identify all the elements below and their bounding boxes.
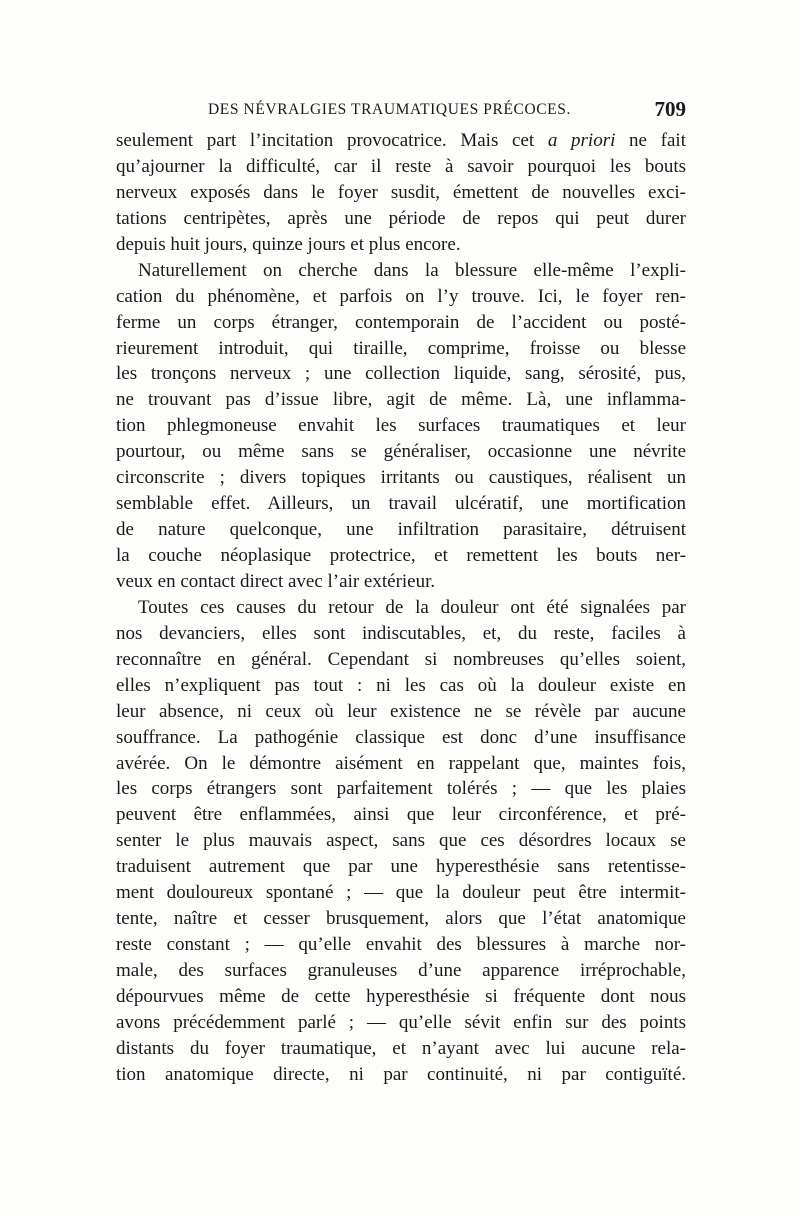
text-line: avons précédemment parlé ; — qu’elle sévit enfin sur des points bbox=[116, 1011, 686, 1033]
paragraph bbox=[116, 258, 686, 595]
paragraph bbox=[116, 595, 686, 1088]
text-line: tente, naître et cesser brusquement, alors que l’état anatomique bbox=[116, 908, 686, 930]
text-line: depuis huit jours, quinze jours et plus encore. bbox=[116, 233, 461, 255]
text-line: qu’ajourner la difficulté, car il reste à savoir pourquoi les bouts bbox=[116, 155, 686, 177]
body-text bbox=[116, 128, 686, 1088]
text-line: nos devanciers, elles sont indiscutables, et, du reste, faciles à bbox=[116, 622, 686, 644]
text-line: pourtour, ou même sans se généraliser, occasionne une névrite bbox=[116, 441, 686, 463]
text-line: dépourvues même de cette hyperesthésie si fréquente dont nous bbox=[116, 985, 686, 1007]
text-line: ne trouvant pas d’issue libre, agit de même. Là, une inflamma- bbox=[116, 389, 686, 411]
text-line: tations centripètes, après une période de repos qui peut durer bbox=[116, 207, 686, 229]
text-line: Naturellement on cherche dans la blessure elle-même l’expli- bbox=[138, 259, 686, 281]
text-line: tion anatomique directe, ni par continuité, ni par contiguïté. bbox=[116, 1063, 686, 1085]
text-line: cation du phénomène, et parfois on l’y trouve. Ici, le foyer ren- bbox=[116, 285, 686, 307]
running-header bbox=[116, 97, 686, 127]
text-line: les corps étrangers sont parfaitement tolérés ; — que les plaies bbox=[116, 778, 686, 800]
text-line: avérée. On le démontre aisément en rappelant que, maintes fois, bbox=[116, 752, 686, 774]
text-line: ferme un corps étranger, contemporain de l’accident ou posté- bbox=[116, 311, 686, 333]
text-line: traduisent autrement que par une hyperesthésie sans retentisse- bbox=[116, 856, 686, 878]
text-line: semblable effet. Ailleurs, un travail ulcératif, une mortification bbox=[116, 493, 686, 515]
paragraph bbox=[116, 128, 686, 258]
text-line: souffrance. La pathogénie classique est donc d’une insuffisance bbox=[116, 726, 686, 748]
text-line: reconnaître en général. Cependant si nombreuses qu’elles soient, bbox=[116, 648, 686, 670]
text-line: reste constant ; — qu’elle envahit des blessures à marche nor- bbox=[116, 934, 686, 956]
text-line: seulement part l’incitation provocatrice. Mais cet a priori ne fait bbox=[116, 130, 686, 151]
text-line: tion phlegmoneuse envahit les surfaces traumatiques et leur bbox=[116, 415, 686, 437]
text-line: Toutes ces causes du retour de la douleur ont été signalées par bbox=[138, 596, 686, 618]
text-line: la couche néoplasique protectrice, et remettent les bouts ner- bbox=[116, 545, 686, 566]
text-line: de nature quelconque, une infiltration parasitaire, détruisent bbox=[116, 519, 686, 541]
text-line: senter le plus mauvais aspect, sans que ces désordres locaux se bbox=[116, 830, 686, 852]
text-line: ment douloureux spontané ; — que la douleur peut être intermit- bbox=[116, 882, 686, 904]
text-line: rieurement introduit, qui tiraille, comprime, froisse ou blesse bbox=[116, 337, 686, 359]
text-line: elles n’expliquent pas tout : ni les cas où la douleur existe en bbox=[116, 674, 686, 696]
text-line: distants du foyer traumatique, et n’ayant avec lui aucune rela- bbox=[116, 1037, 686, 1059]
page-number: 709 bbox=[654, 97, 686, 121]
text-line: leur absence, ni ceux où leur existence ne se révèle par aucune bbox=[116, 700, 686, 722]
text-line: male, des surfaces granuleuses d’une apparence irréprochable, bbox=[116, 960, 686, 981]
text-line: peuvent être enflammées, ainsi que leur circonférence, et pré- bbox=[116, 804, 686, 826]
italic-phrase: a priori bbox=[547, 130, 616, 151]
text-line: les tronçons nerveux ; une collection liquide, sang, sérosité, pus, bbox=[116, 363, 686, 385]
text-line: nerveux exposés dans le foyer susdit, émettent de nouvelles exci- bbox=[116, 181, 686, 203]
text-line: circonscrite ; divers topiques irritants ou caustiques, réalisent un bbox=[116, 467, 686, 489]
text-line: veux en contact direct avec l’air extérieur. bbox=[116, 570, 436, 592]
running-title: DES NÉVRALGIES TRAUMATIQUES PRÉCOCES. bbox=[208, 101, 571, 118]
